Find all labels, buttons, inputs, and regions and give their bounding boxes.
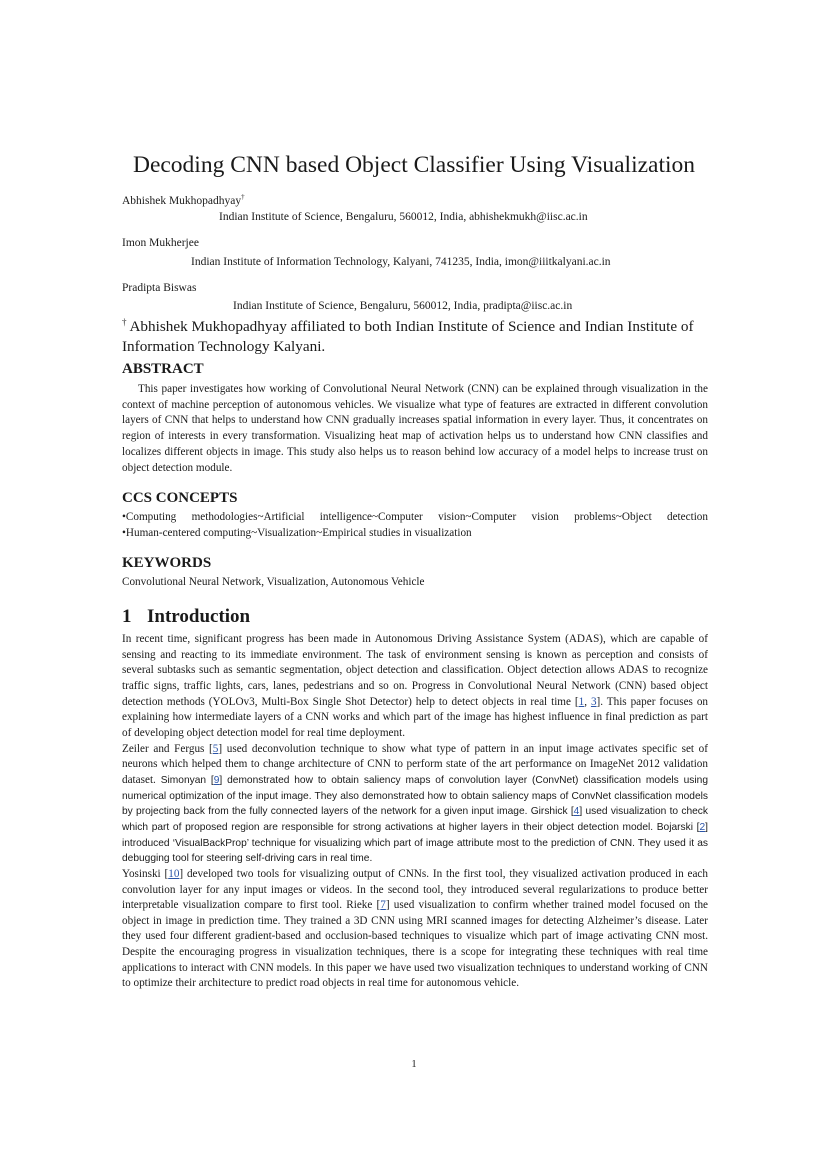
section-number: 1 bbox=[122, 606, 132, 627]
intro-p2-text: Simonyan [ bbox=[155, 774, 214, 786]
intro-p2-text: ] used deconvolution technique to show what type of pattern in an input image activates specific set of neurons which helped them to change architecture of CNN to perform state of the art performance on ImageNet 2012 validation dataset. bbox=[122, 742, 709, 786]
author-1-mark: † bbox=[241, 193, 245, 201]
ccs-heading: CCS CONCEPTS bbox=[122, 490, 238, 506]
citation-link[interactable]: 1 bbox=[578, 695, 585, 708]
intro-p2-text: ] developed two tools for visualizing output of CNNs. In the first tool, they visualized activation produced in each convolution layer for any input images or videos. In the second tool, they introduced several regularizations to produce better interpretable visualization compare to first tool. Rieke [ bbox=[122, 867, 708, 912]
intro-body bbox=[122, 632, 708, 992]
intro-p2-text: ] demonstrated how to obtain saliency maps of convolution layer (ConvNet) classification models using numerical optimization of the input image. They also demonstrated how to obtain saliency maps of ConvNet classification models by projecting back from the fully connected layers of the network for a given input image. Girshick [ bbox=[122, 774, 708, 818]
author-name bbox=[122, 193, 245, 207]
intro-p2-text: Zeiler and Fergus [ bbox=[122, 742, 213, 755]
citation-link[interactable]: 9 bbox=[213, 774, 220, 786]
citation-link[interactable]: 2 bbox=[699, 821, 706, 833]
keywords-heading: KEYWORDS bbox=[122, 555, 212, 571]
citation-link[interactable]: 7 bbox=[380, 899, 386, 912]
affiliation-footnote bbox=[122, 312, 712, 357]
footnote-mark: † bbox=[122, 317, 127, 327]
ccs-line: •Human-centered computing~Visualization~Empirical studies in visualization bbox=[122, 526, 472, 539]
intro-p2-text: ] used visualization to check which part of proposed region are responsible for strong activations at higher layers in their object detection model. Bojarski [ bbox=[122, 806, 708, 833]
ccs-line: •Computing methodologies~Artificial intelligence~Computer vision~Computer vision problems~Object detection bbox=[122, 511, 708, 523]
intro-p2-text: ] used visualization to confirm whether trained model focused on the object in image in prediction time. They trained a 3D CNN using MRI scanned images for detecting Alzheimer’s disease. Later they used four different gradient-based and occlusion-based techniques to visualize which part of image activating CNN most. Despite the encouraging progress in visualization techniques, there is a scope for integrating these techniques with real time applications to interact with CNN models. In this paper we have used two visualization techniques to understand working of CNN to optimize their architecture to predict road objects in real time for autonomous vehicle. bbox=[122, 899, 709, 990]
intro-p2-sans-text bbox=[122, 775, 708, 864]
author-name: Pradipta Biswas bbox=[122, 282, 197, 294]
citation-link[interactable]: 3 bbox=[590, 695, 597, 708]
author-affiliation: Indian Institute of Science, Bengaluru, 560012, India, pradipta@iisc.ac.in bbox=[233, 300, 573, 312]
citation-link[interactable]: 4 bbox=[573, 806, 580, 818]
section-title: Introduction bbox=[147, 606, 251, 627]
abstract-text bbox=[122, 382, 708, 476]
author-name: Imon Mukherjee bbox=[122, 237, 199, 249]
keywords-text: Convolutional Neural Network, Visualization, Autonomous Vehicle bbox=[122, 576, 425, 588]
intro-p1-text: ]. This paper focuses on explaining how intermediate layers of a CNN works and which part of the image has highest influence in final prediction as part of developing object detection model for real time deployment. bbox=[122, 695, 709, 739]
citation-link[interactable]: 10 bbox=[168, 867, 180, 880]
abstract-body: This paper investigates how working of Convolutional Neural Network (CNN) can be explained through visualization in the context of machine perception of autonomous vehicles. We visualize what type of features are extracted in different convolution layers of CNN that helps to understand how CNN gradually increases spatial information in every layer. Thus, it concentrates on region of interests in every transformation. Visualizing heat map of activation helps us to understand how CNN classifies and localizes different objects in image. This study also helps us to reason behind low accuracy of a model helps to increase trust on object detection module. bbox=[122, 383, 708, 474]
abstract-heading: ABSTRACT bbox=[122, 361, 204, 377]
author-affiliation: Indian Institute of Science, Bengaluru, 560012, India, abhishekmukh@iisc.ac.in bbox=[219, 211, 588, 223]
citation-link[interactable]: 5 bbox=[212, 742, 219, 755]
paper-title: Decoding CNN based Object Classifier Using Visualization bbox=[132, 152, 696, 178]
intro-p2-text: Yosinski [ bbox=[122, 867, 169, 880]
ccs-concepts bbox=[122, 510, 708, 541]
author-affiliation: Indian Institute of Information Technology, Kalyani, 741235, India, imon@iiitkalyani.ac.in bbox=[191, 256, 611, 268]
intro-p1-text: In recent time, significant progress has been made in Autonomous Driving Assistance System (ADAS), which are capable of sensing and reacting to its immediate environment. The task of environment sensing is known as perception and consists of several subtasks such as semantic segmentation, object detection and classification. Object detection allows ADAS to recognize traffic signs, traffic lights, cars, lanes, pedestrians and so on. Progress in Convolutional Neural Network (CNN) based object detection methods (YOLOv3, Multi-Box Single Shot Detector) help to detect objects in real time [ bbox=[122, 633, 708, 708]
author-1-name: Abhishek Mukhopadhyay bbox=[122, 194, 242, 207]
footnote-text: Abhishek Mukhopadhyay affiliated to both Indian Institute of Science and Indian Institute of Information Technology Kalyani. bbox=[122, 318, 694, 356]
section-heading bbox=[122, 606, 250, 628]
intro-p2-text: ] introduced ‘VisualBackProp’ technique for visualizing which part of image attribute most to the prediction of CNN. They used it as debugging tool for steering self-driving cars in real time. bbox=[122, 821, 708, 865]
page-number: 1 bbox=[411, 1059, 417, 1070]
intro-p1-text: , bbox=[584, 695, 591, 708]
